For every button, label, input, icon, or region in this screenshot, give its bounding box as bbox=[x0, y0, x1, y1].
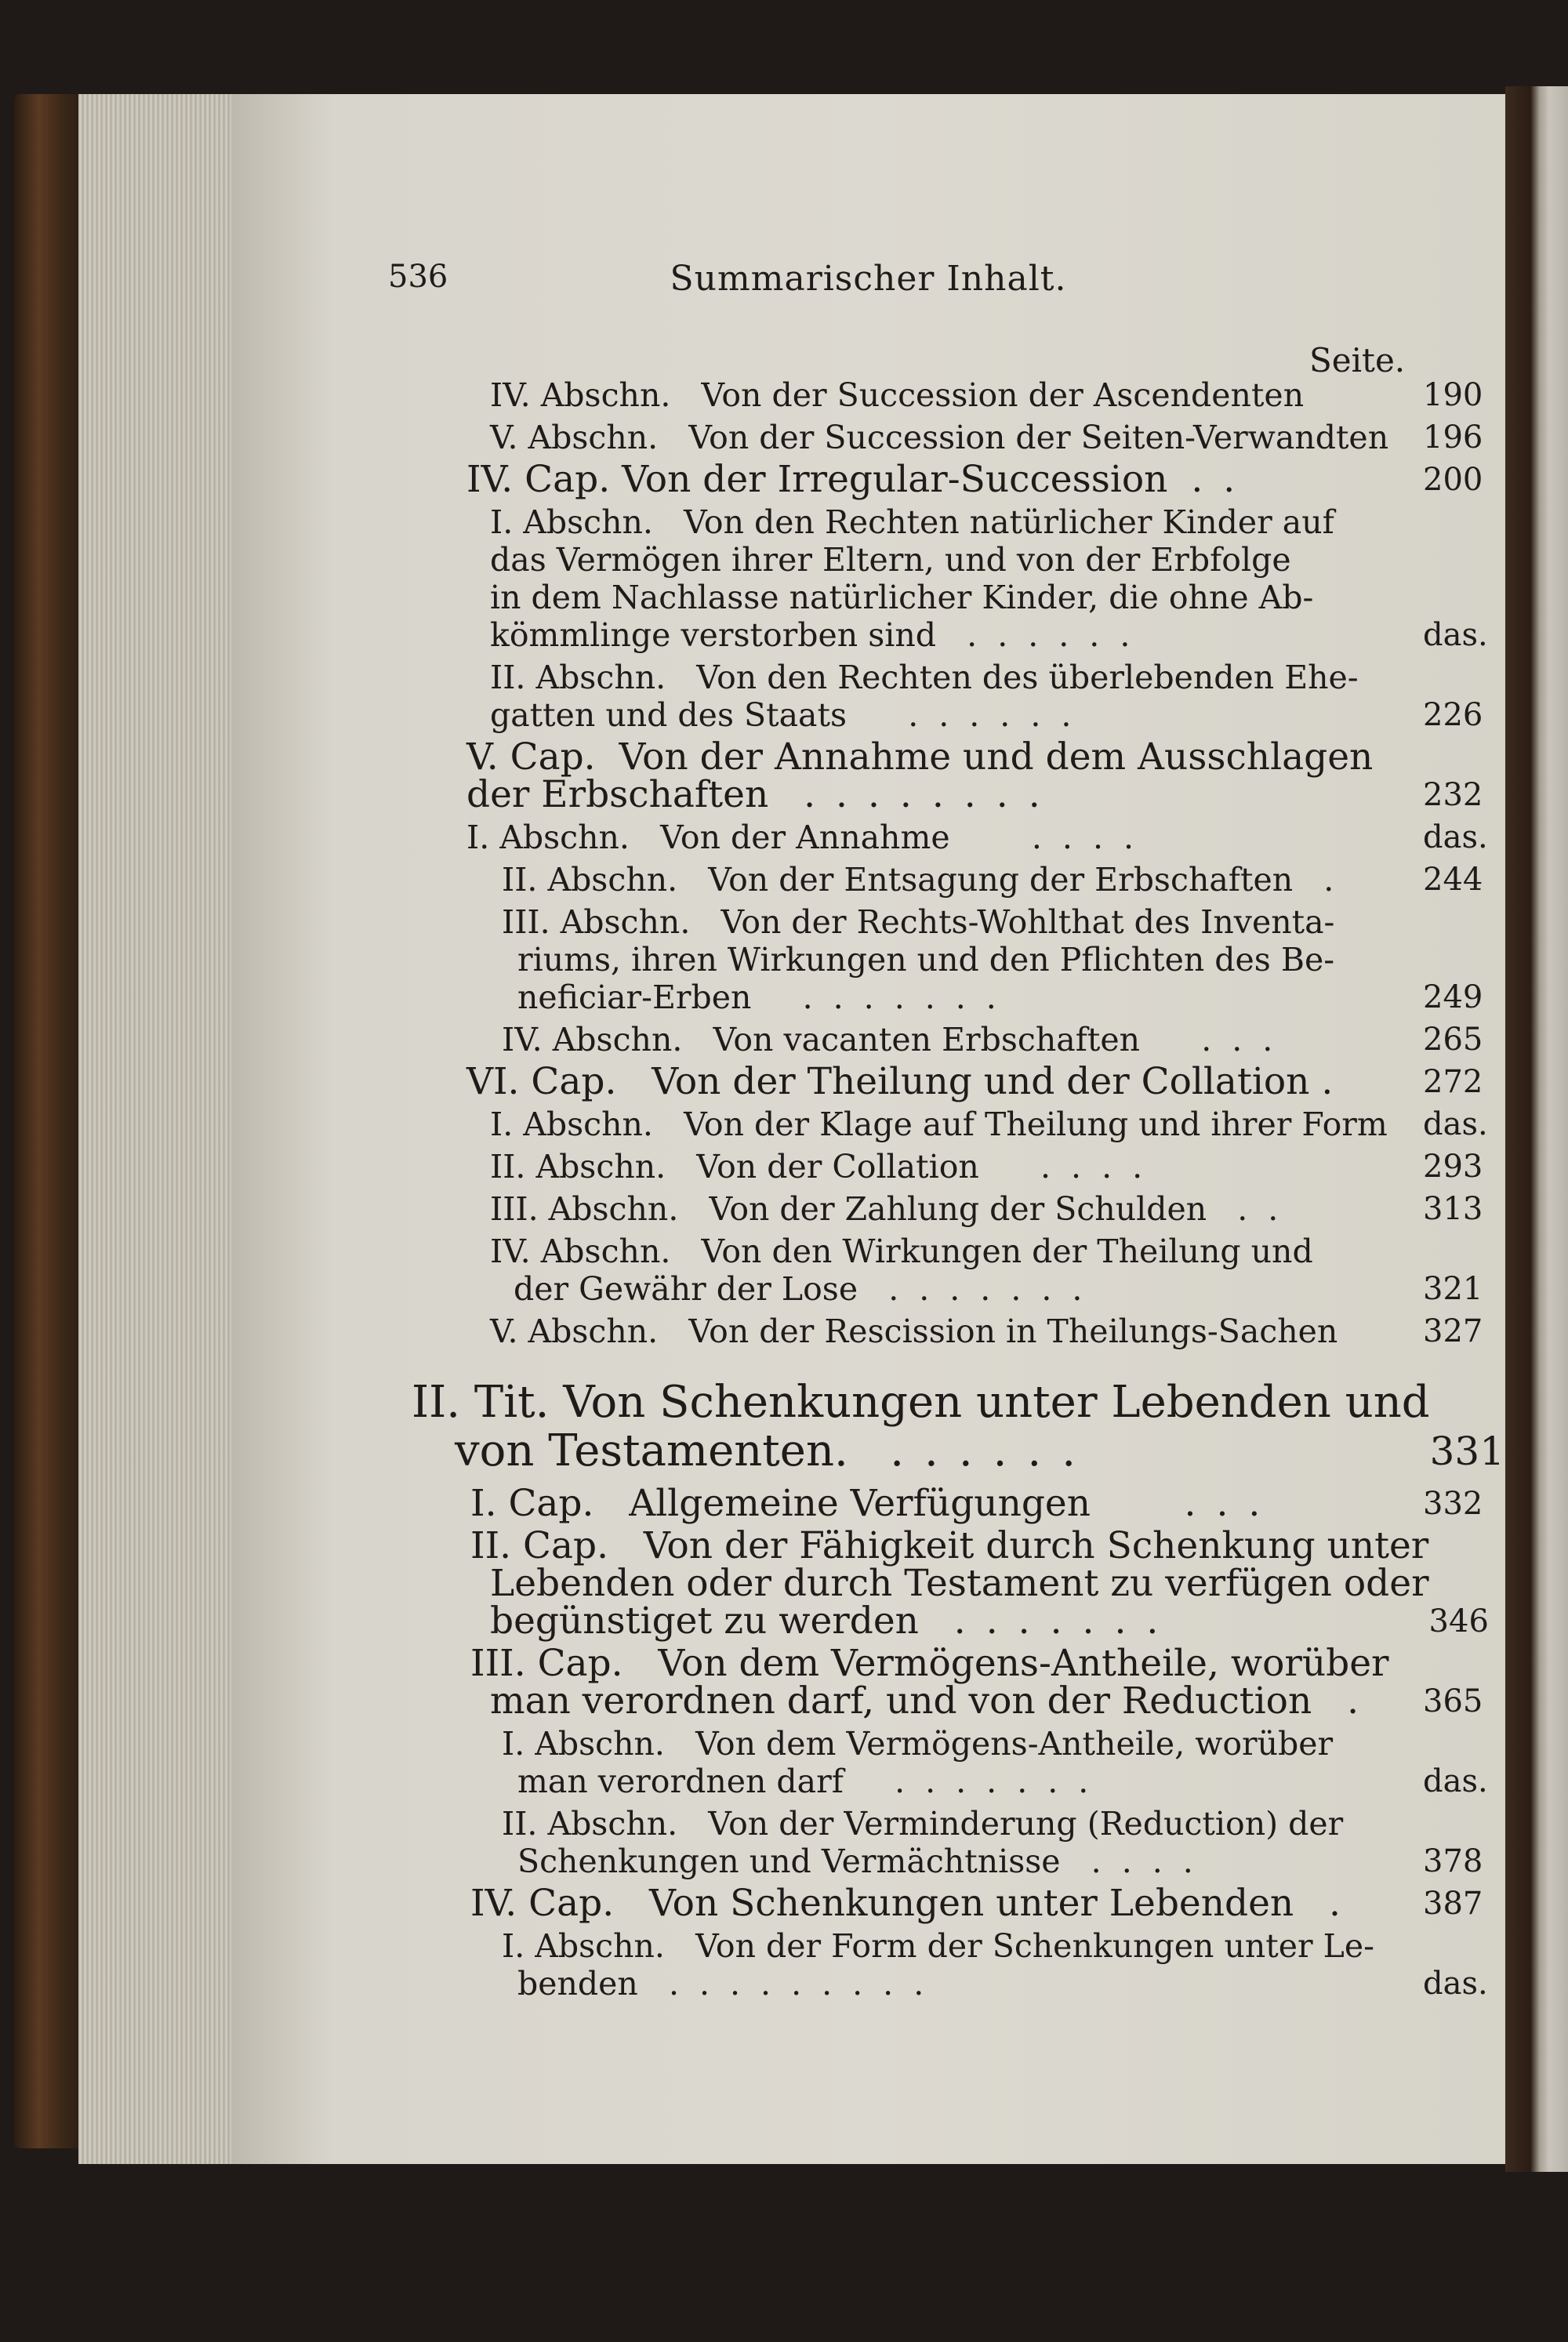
entry-title-line: der Gewähr der Lose bbox=[514, 1270, 858, 1308]
toc-entry: II. Abschn. Von der Entsagung der Erbschaften . 244 bbox=[231, 861, 1505, 899]
entry-page: 226 bbox=[1423, 697, 1483, 733]
toc-entry bbox=[231, 1313, 1505, 1350]
entry-title-line: man verordnen darf, und von der Reduction bbox=[490, 1679, 1312, 1723]
book-cover-edge bbox=[1505, 86, 1568, 2172]
entry-label: VI. Cap. bbox=[466, 1060, 617, 1103]
entry-title: Von vacanten Erbschaften bbox=[713, 1021, 1141, 1058]
toc-entry: II. Tit. Von Schenkungen unter Lebenden und von Testamenten. ...... 331 bbox=[412, 1377, 1505, 1476]
entry-title: Von der Succession der Seiten-Verwandten bbox=[688, 419, 1389, 456]
entry-page: das. bbox=[1423, 819, 1488, 855]
entry-label: III. Cap. bbox=[470, 1642, 623, 1685]
page-number: 536 bbox=[388, 259, 448, 295]
entry-label: II. Abschn. bbox=[490, 659, 666, 696]
toc-entry: I. Abschn. Von der Annahme .... das. bbox=[231, 819, 1505, 856]
book-spine bbox=[14, 94, 85, 2148]
entry-label: II. Abschn. bbox=[490, 1148, 666, 1186]
toc-entry: I. Cap. Allgemeine Verfügungen ... 332 bbox=[231, 1485, 1505, 1523]
entry-title-line: Von den Rechten des überlebenden Ehe- bbox=[696, 659, 1359, 696]
page-header bbox=[231, 259, 1505, 306]
entry-title-line: Lebenden oder durch Testament zu verfügen oder bbox=[490, 1562, 1429, 1605]
entry-title-line: von Testamenten. bbox=[455, 1425, 848, 1476]
entry-page: 321 bbox=[1423, 1271, 1483, 1307]
entry-page: 190 bbox=[1423, 377, 1483, 413]
entry-page: 365 bbox=[1423, 1683, 1483, 1719]
entry-page: 244 bbox=[1423, 862, 1483, 898]
entry-label: V. Abschn. bbox=[490, 419, 659, 456]
entry-page: das. bbox=[1423, 1106, 1488, 1142]
entry-title-line: Von dem Vermögens-Antheile, worüber bbox=[695, 1725, 1334, 1763]
toc-entry: III. Abschn. Von der Zahlung der Schulden .. 313 bbox=[231, 1190, 1505, 1228]
entry-page: das. bbox=[1423, 1966, 1488, 2002]
entry-page: 196 bbox=[1423, 419, 1483, 456]
entry-page: 332 bbox=[1423, 1486, 1483, 1522]
entry-title-line: Von der Verminderung (Reduction) der bbox=[708, 1805, 1344, 1843]
entry-title: Von Schenkungen unter Lebenden bbox=[649, 1882, 1294, 1925]
entry-title: Von der Entsagung der Erbschaften bbox=[708, 861, 1294, 899]
entry-title-line: Schenkungen und Vermächtnisse bbox=[517, 1843, 1061, 1880]
toc-entry: I. Abschn. Von den Rechten natürlicher Kinder auf das Vermögen ihrer Eltern, und von der Erbfolge in dem Nachlasse natürlicher Kinder, die ohne Ab- kömmlinge verstorben sind ...... das. bbox=[231, 503, 1505, 654]
entry-page: 200 bbox=[1423, 462, 1483, 498]
toc-entry: VI. Cap. Von der Theilung und der Collation . 272 bbox=[231, 1063, 1505, 1101]
entry-label: II. Tit. bbox=[412, 1377, 550, 1428]
entry-title-line: Von den Rechten natürlicher Kinder auf bbox=[684, 503, 1334, 541]
entry-title-line: kömmlinge verstorben sind bbox=[490, 616, 937, 654]
entry-label: III. Abschn. bbox=[490, 1190, 679, 1228]
entry-label: IV. Cap. bbox=[466, 458, 611, 501]
toc-entry: I. Abschn. Von dem Vermögens-Antheile, worüber man verordnen darf ....... das. bbox=[231, 1725, 1505, 1800]
entry-page: 272 bbox=[1423, 1064, 1483, 1100]
entry-title-line: in dem Nachlasse natürlicher Kinder, die ohne Ab- bbox=[490, 579, 1314, 616]
entry-title-line: Von Schenkungen unter Lebenden und bbox=[563, 1377, 1430, 1428]
entry-label: III. Abschn. bbox=[502, 903, 691, 941]
toc-entry: III. Cap. Von dem Vermögens-Antheile, worüber man verordnen darf, und von der Reduction . 365 bbox=[231, 1645, 1505, 1720]
entry-title-line: begünstiget zu werden bbox=[490, 1599, 919, 1643]
toc-entry: II. Abschn. Von der Verminderung (Reduction) der Schenkungen und Vermächtnisse .... 378 bbox=[231, 1805, 1505, 1880]
running-title: Summarischer Inhalt. bbox=[670, 259, 1067, 299]
book-page bbox=[231, 94, 1505, 2164]
entry-title: Von der Annahme bbox=[660, 819, 950, 856]
entry-title: Von der Zahlung der Schulden bbox=[709, 1190, 1207, 1228]
entry-label: II. Cap. bbox=[470, 1524, 609, 1567]
entry-label: I. Abschn. bbox=[466, 819, 630, 856]
toc-entry: IV. Abschn. Von den Wirkungen der Theilung und der Gewähr der Lose ....... 321 bbox=[231, 1233, 1505, 1308]
entry-page: 346 bbox=[1428, 1603, 1489, 1639]
entry-title-line: Von der Annahme und dem Ausschlagen bbox=[619, 735, 1374, 779]
toc-entry: III. Abschn. Von der Rechts-Wohlthat des Inventa- riums, ihren Wirkungen und den Pflichten des Be- neficiar-Erben ....... 249 bbox=[231, 903, 1505, 1016]
toc-entry bbox=[231, 376, 1505, 414]
entry-title: Von der Klage auf Theilung und ihrer Form bbox=[684, 1106, 1388, 1143]
entry-label: V. Cap. bbox=[466, 735, 596, 779]
entry-page: das. bbox=[1423, 1763, 1488, 1799]
entry-title-line: neficiar-Erben bbox=[517, 979, 752, 1016]
entry-title-line: Von der Fähigkeit durch Schenkung unter bbox=[643, 1524, 1429, 1567]
entry-page: 387 bbox=[1423, 1886, 1483, 1922]
entry-label: I. Abschn. bbox=[502, 1725, 665, 1763]
toc-entry: I. Abschn. Von der Form der Schenkungen unter Le- benden ......... das. bbox=[231, 1927, 1505, 2003]
entry-label: V. Abschn. bbox=[490, 1313, 659, 1350]
toc-entry: II. Abschn. Von der Collation .... 293 bbox=[231, 1148, 1505, 1186]
entry-page: 327 bbox=[1423, 1313, 1483, 1349]
entry-page: 331 bbox=[1429, 1429, 1505, 1474]
entry-title-line: benden bbox=[517, 1965, 638, 2003]
table-of-contents bbox=[231, 376, 1505, 2003]
entry-label: IV. Abschn. bbox=[502, 1021, 683, 1058]
entry-label: II. Abschn. bbox=[502, 861, 678, 899]
page-column-label: Seite. bbox=[1309, 341, 1406, 379]
entry-title-line: gatten und des Staats bbox=[490, 696, 847, 734]
entry-page: 232 bbox=[1423, 777, 1483, 813]
toc-entry bbox=[231, 1106, 1505, 1143]
toc-entry: IV. Cap. Von der Irregular-Succession .. 200 bbox=[231, 461, 1505, 499]
entry-title-line: Von dem Vermögens-Antheile, worüber bbox=[658, 1642, 1389, 1685]
entry-title: Von der Succession der Ascendenten bbox=[701, 376, 1305, 414]
entry-title-line: Von der Form der Schenkungen unter Le- bbox=[695, 1927, 1374, 1965]
entry-label: II. Abschn. bbox=[502, 1805, 678, 1843]
entry-label: I. Abschn. bbox=[490, 1106, 653, 1143]
entry-page: 265 bbox=[1423, 1022, 1483, 1058]
entry-title: Von der Theilung und der Collation bbox=[652, 1060, 1310, 1103]
entry-page: 313 bbox=[1423, 1191, 1483, 1227]
entry-title-line: das Vermögen ihrer Eltern, und von der Erbfolge bbox=[490, 541, 1291, 579]
entry-page: das. bbox=[1423, 617, 1488, 653]
entry-page: 249 bbox=[1423, 979, 1483, 1015]
entry-title: Von der Irregular-Succession bbox=[622, 458, 1168, 501]
entry-label: IV. Cap. bbox=[470, 1882, 615, 1925]
entry-title-line: Von der Rechts-Wohlthat des Inventa- bbox=[720, 903, 1335, 941]
entry-label: I. Abschn. bbox=[490, 503, 653, 541]
entry-title-line: der Erbschaften bbox=[466, 773, 769, 816]
toc-entry: IV. Abschn. Von vacanten Erbschaften ... 265 bbox=[231, 1021, 1505, 1058]
toc-entry: IV. Cap. Von Schenkungen unter Lebenden . 387 bbox=[231, 1885, 1505, 1923]
toc-entry: II. Abschn. Von den Rechten des überlebenden Ehe- gatten und des Staats ...... 226 bbox=[231, 659, 1505, 734]
entry-page: 378 bbox=[1423, 1843, 1483, 1879]
entry-label: IV. Abschn. bbox=[490, 376, 671, 414]
entry-label: I. Cap. bbox=[470, 1482, 594, 1525]
entry-page: 293 bbox=[1423, 1149, 1483, 1185]
entry-label: IV. Abschn. bbox=[490, 1233, 671, 1270]
entry-title: Allgemeine Verfügungen bbox=[629, 1482, 1091, 1525]
entry-label: I. Abschn. bbox=[502, 1927, 665, 1965]
entry-title-line: riums, ihren Wirkungen und den Pflichten des Be- bbox=[517, 941, 1335, 979]
toc-entry: II. Cap. Von der Fähigkeit durch Schenkung unter Lebenden oder durch Testament zu verfügen oder begünstiget zu werden ....... 346 bbox=[231, 1527, 1505, 1640]
entry-title-line: man verordnen darf bbox=[517, 1763, 844, 1800]
entry-title: Von der Rescission in Theilungs-Sachen bbox=[688, 1313, 1338, 1350]
page-stack-edge bbox=[78, 94, 235, 2164]
entry-title: Von der Collation bbox=[696, 1148, 979, 1186]
toc-entry bbox=[231, 419, 1505, 456]
toc-entry: V. Cap. Von der Annahme und dem Ausschlagen der Erbschaften ........ 232 bbox=[231, 739, 1505, 814]
entry-title-line: Von den Wirkungen der Theilung und bbox=[701, 1233, 1313, 1270]
